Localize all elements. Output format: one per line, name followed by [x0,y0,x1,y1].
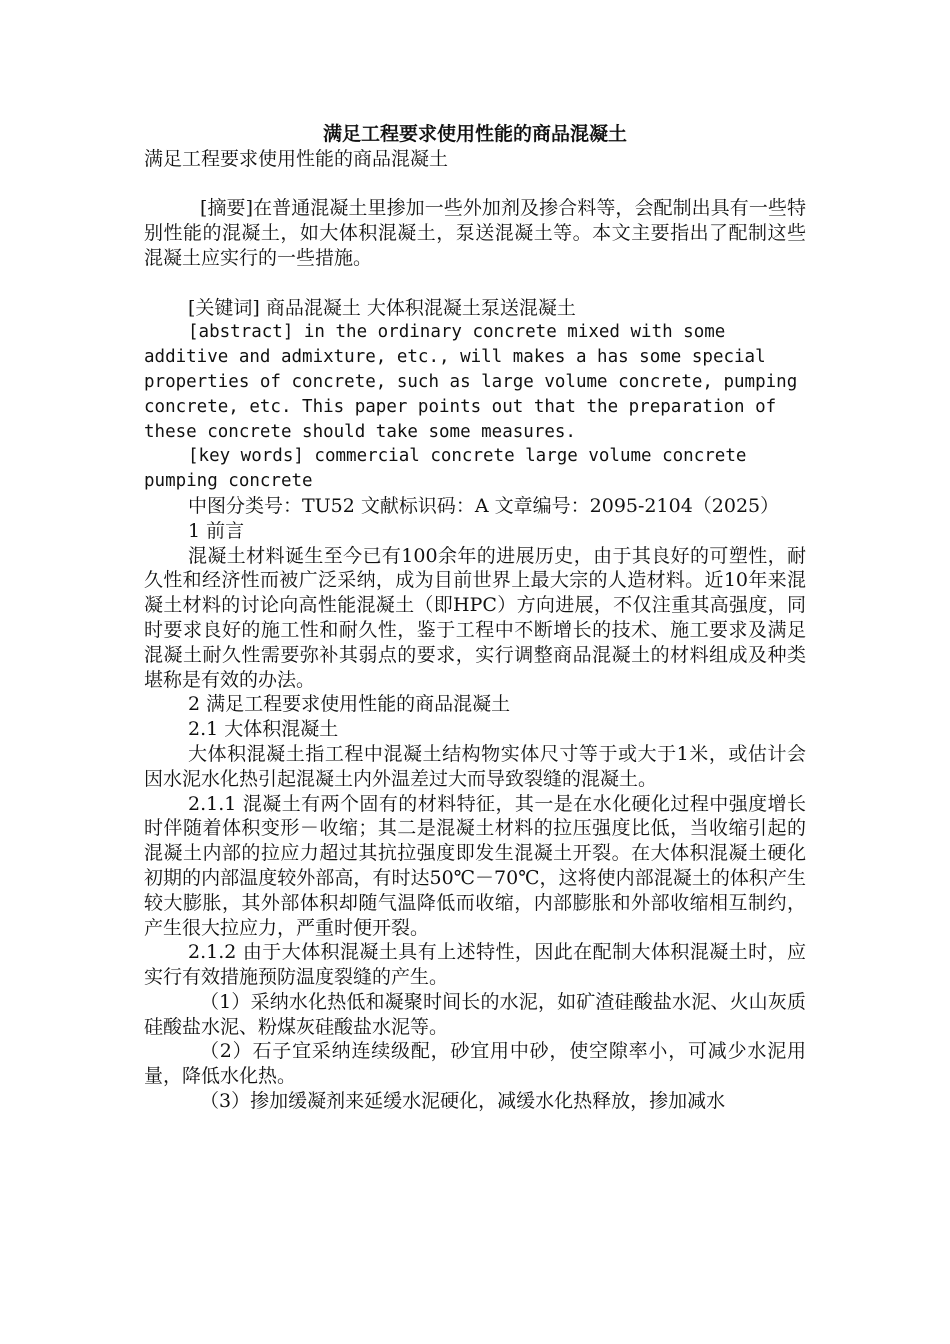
document-page [144,122,806,1114]
abstract-en: [abstract] in the ordinary concrete mixed with some additive and admixture, etc., will makes a has some special properties of concrete, such as large volume concrete, pumping concrete, etc. This paper points out that the preparation of these concrete should take some measures. [144,322,798,442]
keywords-en: [key words] commercial concrete large volume concrete pumping concrete [144,446,747,492]
section-2-1-heading: 2.1 大体积混凝土 [188,718,339,741]
list-item-3: （3）掺加缓凝剂来延缓水泥硬化，减缓水化热释放，掺加减水 [200,1090,726,1113]
document-title: 满足工程要求使用性能的商品混凝土 [322,123,627,145]
list-item-1: （1）采纳水化热低和凝聚时间长的水泥，如矿渣硅酸盐水泥、火山灰质硅酸盐水泥、粉煤灰硅酸盐水泥等。 [144,990,806,1038]
section-1-heading: 1 前言 [188,519,245,542]
list-item-2: （2）石子宜采纳连续级配，砂宜用中砂，使空隙率小，可减少水泥用量，降低水化热。 [144,1040,806,1088]
abstract-cn: [摘要]在普通混凝土里掺加一些外加剂及掺合料等，会配制出具有一些特别性能的混凝土，如大体积混凝土，泵送混凝土等。本文主要指出了配制这些混凝土应实行的一些措施。 [144,197,806,269]
section-1-body: 混凝土材料诞生至今已有100余年的进展历史，由于其良好的可塑性，耐久性和经济性而被广泛采纳，成为目前世界上最大宗的人造材料。近10年来混凝土材料的讨论向高性能混凝土（即HPC）方向进展，不仅注重其高强度，同时要求良好的施工性和耐久性，鉴于工程中不断增长的技术、施工要求及满足混凝土耐久性需要弥补其弱点的要求，实行调整商品混凝土的材料组成及种类堪称是有效的办法。 [144,544,806,691]
keywords-cn: [关键词] 商品混凝土 大体积混凝土泵送混凝土 [188,296,576,319]
spacer [144,172,806,197]
section-2-1-2: 2.1.2 由于大体积混凝土具有上述特性，因此在配制大体积混凝土时，应实行有效措施预防温度裂缝的产生。 [144,941,806,989]
classification-line: 中图分类号：TU52 文献标识码：A 文章编号：2095-2104（2025） [188,494,780,517]
section-2-1-body: 大体积混凝土指工程中混凝土结构物实体尺寸等于或大于1米，或估计会因水泥水化热引起混凝土内外温差过大而导致裂缝的混凝土。 [144,742,806,790]
document-subtitle: 满足工程要求使用性能的商品混凝土 [144,147,449,170]
spacer [144,271,806,296]
section-2-heading: 2 满足工程要求使用性能的商品混凝土 [188,693,511,716]
section-2-1-1: 2.1.1 混凝土有两个固有的材料特征，其一是在水化硬化过程中强度增长时伴随着体积变形－收缩；其二是混凝土材料的拉压强度比低，当收缩引起的混凝土内部的拉应力超过其抗拉强度即发生混凝土开裂。在大体积混凝土硬化初期的内部温度较外部高，有时达50℃－70℃，这将使内部混凝土的体积产生较大膨胀，其外部体积却随气温降低而收缩，内部膨胀和外部收缩相互制约，产生很大拉应力，严重时便开裂。 [144,792,806,939]
